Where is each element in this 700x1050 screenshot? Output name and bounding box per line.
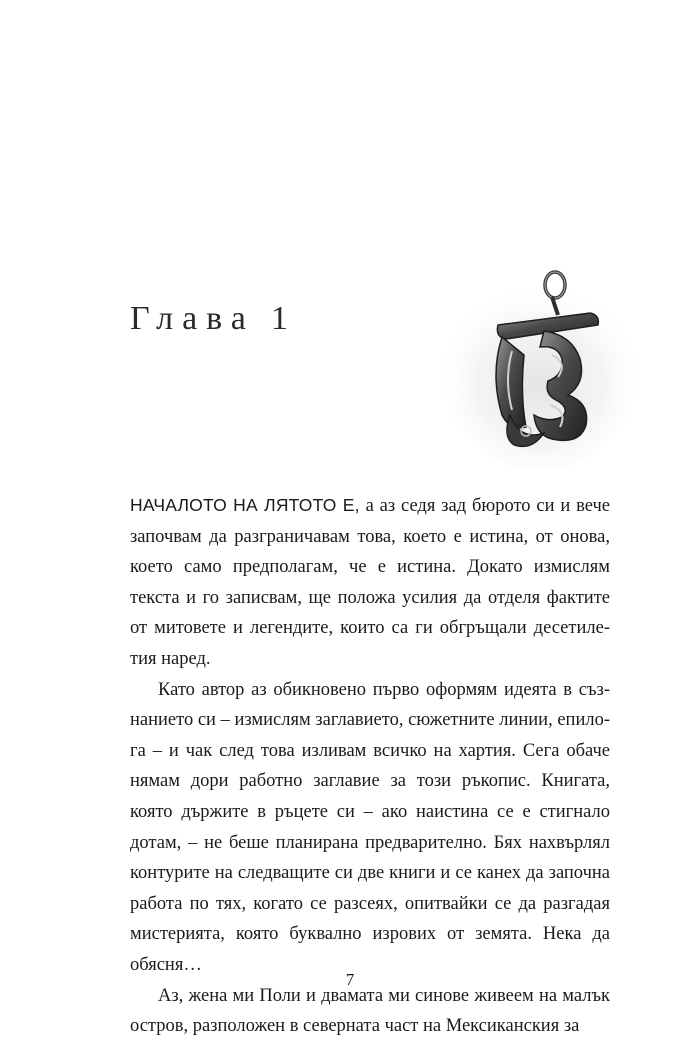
body-text <box>130 490 610 1042</box>
amulet-pendant-icon <box>440 255 640 475</box>
paragraph-1-text: а аз седя зад бюрото си и вече започвам да разграничавам това, което е истина, от онова, което само предполагам, че е истина. Докато измислям текста и го записвам, ще положа усилия да отделя фактите от митовете и легендите, които са ги обгръщали десетилетия наред. <box>130 496 610 669</box>
chapter-heading <box>130 300 288 338</box>
opening-caps: НАЧАЛОТО НА ЛЯТОТО Е, <box>130 495 360 515</box>
paragraph-2: Като автор аз обикновено първо оформям идеята в съзнанието си – измислям заглавието, сюжетните линии, епилога – и чак след това изливам всичко на хартия. Сега обаче нямам дори работно заглавие за този ръкопис. Книгата, която държите в ръцете си – ако наистина се е стигнало дотам, – не беше планирана предварително. Бях нахвърлял контурите на следващите си две книги и се канех да започна работа по тях, когато се разсеях, опитвайки се да разгадая мистерията, която буквално изрових от земята. Нека да обясня… <box>130 679 610 975</box>
page-number: 7 <box>345 970 355 989</box>
chapter-number: 1 <box>270 300 288 337</box>
paragraph-3: Аз, жена ми Поли и двамата ми синове живеем на малък остров, разположен в северната част на Мексиканския за <box>130 985 610 1037</box>
paragraph-1 <box>130 490 610 675</box>
chapter-word: Глава <box>130 300 255 337</box>
